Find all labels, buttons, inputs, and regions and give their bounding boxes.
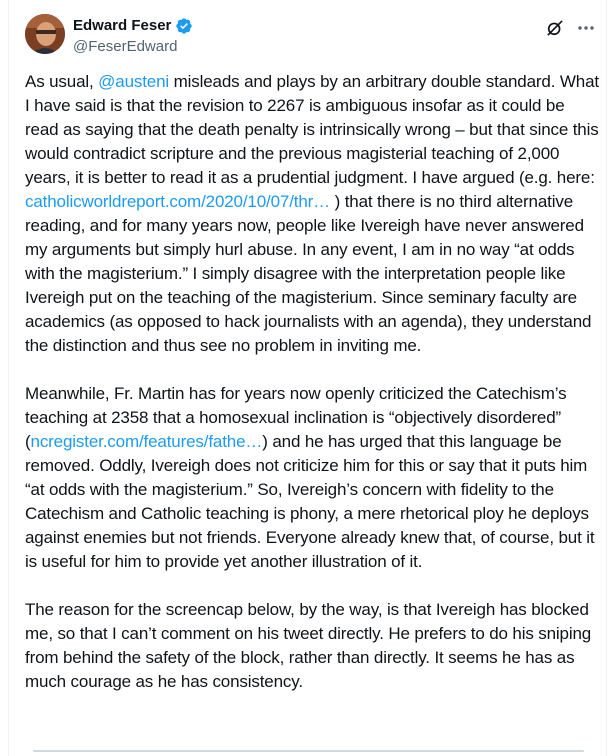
more-icon[interactable] bbox=[574, 17, 598, 39]
paragraph-text: misleads and plays by an arbitrary double standard. What I have said is that the revision to 2267 is ambiguous insofar as it could be read as saying that the death penalty is intrinsically wrong – but that since this would contradict scripture and the previous magisterial teaching of 2,000 years, it is better to read it as a prudential judgment. I have argued (e.g. here: bbox=[25, 72, 599, 187]
tweet-paragraph-3: The reason for the screencap below, by the way, is that Ivereigh has blocked me, so that I can’t comment on his tweet directly. He prefers to do his sniping from behind the safety of the block, rather than directly. It seems he has as much courage as he has consistency. bbox=[25, 600, 592, 691]
url-link[interactable]: ncregister.com/features/fathe… bbox=[30, 432, 263, 451]
tweet-card bbox=[8, 0, 607, 756]
verified-badge-icon bbox=[175, 17, 193, 35]
tweet-text bbox=[25, 70, 600, 694]
media-top-edge bbox=[33, 750, 584, 752]
author-handle[interactable]: @FeserEdward bbox=[73, 38, 178, 55]
mention-link[interactable]: @austeni bbox=[98, 72, 170, 91]
grok-icon[interactable] bbox=[544, 17, 566, 39]
avatar[interactable] bbox=[25, 14, 65, 54]
author-name-row[interactable] bbox=[73, 16, 193, 36]
tweet-paragraph-1 bbox=[25, 70, 600, 358]
author-name[interactable]: Edward Feser bbox=[73, 17, 172, 34]
paragraph-text: As usual, bbox=[25, 72, 99, 91]
paragraph-text: ) and he has urged that this language be removed. Oddly, Ivereigh does not criticize him for this or say that it puts him “at odds with the magisterium.” So, Ivereigh’s concern with fidelity to the Catechism and Catholic teaching is phony, a mere rhetorical ploy he deploys against enemies but not friends. Everyone already knew that, of course, but it is useful for him to provide yet another illustration of it. bbox=[25, 432, 595, 571]
paragraph-text: Meanwhile, Fr. Martin has for years now openly criticized the Catechism’s teaching at 2358 that a homosexual inclination is “objectively disordered” ( bbox=[25, 384, 567, 451]
paragraph-text: ) that there is no third alternative reading, and for many years now, people like Ivereigh have never answered my arguments but simply hurl abuse. In any event, I am in no way “at odds with the magisterium.” I simply disagree with the interpretation people like Ivereigh put on the teaching of the magisterium. Since seminary faculty are academics (as opposed to hack journalists with an agenda), they understand the distinction and thus see no problem in inviting me. bbox=[25, 192, 592, 355]
url-link[interactable]: catholicworldreport.com/2020/10/07/thr… bbox=[25, 192, 331, 211]
tweet-paragraph-2 bbox=[25, 382, 600, 574]
avatar-image bbox=[25, 14, 65, 54]
